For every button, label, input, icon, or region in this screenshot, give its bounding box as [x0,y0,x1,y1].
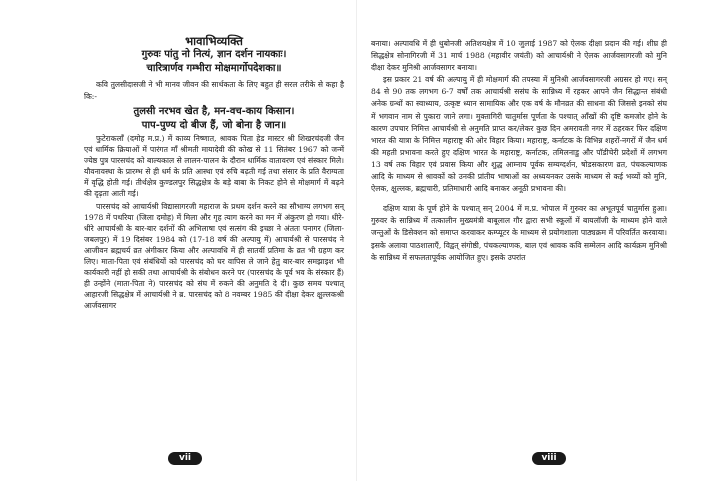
page-number-badge: viii [532,452,566,465]
invocation-line-1: गुरुवः पांतु नो नित्यं, ज्ञान दर्शन नायकाः। [141,49,287,60]
couplet-line-2: पाप-पुण्य दो बीज हैं, जो बोना है जान॥ [141,120,287,132]
left-page [0,0,356,481]
page-number-badge: vii [168,452,202,465]
paragraph: पारसचंद को आचार्यश्री विद्यासागरजी महाराज के प्रथम दर्शन करने का सौभाग्य लगभग सन् 1978 में पथरिया (जिला दमोह) में मिला और गृह त्याग करने का मन में अंकुरण हो गया। धीरे-धीरे आचार्यश्री के बार-बार दर्शनों की अभिलाषा एवं सत्संग की इच्छा ने अंततः पनागर (जिला-जबलपुर) में 19 दिसंबर 1984 को (17-18 वर्ष की अल्पायु में) आचार्यश्री से पारसचंद ने आजीवन ब्रह्मचर्य व्रत अंगीकार किया और अल्पावधि में ही सातवीं प्रतिमा के व्रत भी ग्रहण कर लिए। माता-पिता एवं संबंधियों को पारसचंद को घर वापिस ले जाने हेतु बार-बार समझाइश भी कार्यकारी नहीं हो सकी तथा आचार्यश्री के संबोधन करने पर (पारसचंद के पूर्व भव के संस्कार हैं) ही उन्होंने (माता-पिता ने) पारसचंद को संघ में रुकने की अनुमति दे दी। कुछ समय पश्चात् आहारजी सिद्धक्षेत्र में आचार्यश्री ने ब्र. पारसचंद को 8 नवम्बर 1985 की दीक्षा देकर क्षुल्लकश्री आर्जवसागर [84,202,344,311]
section-heading: भावाभिव्यक्ति [185,34,243,48]
paragraph: दक्षिण यात्रा के पूर्ण होने के पश्चात् सन् 2004 में म.प्र. भोपाल में गुरुवर का अभूतपूर्व चातुर्मास हुआ। गुरुवर के सान्निध्य में तत्कालीन मुख्यमंत्री बाबूलाल गौर द्वारा सभी स्कूलों में बायलॉजी के माध्यम होने वाले जन्तुओं के डिसेक्शन को समाप्त करवाकर कम्प्यूटर के माध्यम से प्रयोगशाला पाठ्यक्रम में परिवर्तित करवाया। इसके अलावा पाठशालाएँ, विद्वत् संगोष्ठी, पंचकल्याणक, बाल एवं श्रावक कवि सम्मेलन आदि कार्यक्रम मुनिश्री के सान्निध्य में सफलतापूर्वक आयोजित हुए। इसके उपरांत [371,204,667,262]
paragraph: इस प्रकार 21 वर्ष की अल्पायु में ही मोक्षमार्ग की तपस्या में मुनिश्री आर्जवसागरजी अग्रसर हो गए। सन् 84 से 90 तक लगभग 6-7 वर्षों तक आचार्यश्री ससंघ के सान्निध्य में रहकर आपने जैन सिद्धान्त संबंधी अनेक ग्रन्थों का स्वाध्याय, उत्कृष्ट ध्यान सामायिक और एक वर्ष के मौनव्रत की साधना की जिससे इनको संघ में भगवान नाम से पुकारा जाने लगा। मुक्तागिरी चातुर्मास पूर्णता के पश्चात् आँखों की दृष्टि कमजोर होने के कारण उपचार निमित्त आचार्यश्री से अनुमति प्राप्त कर/लेकर कुछ दिन अमरावती नगर में ठहरकर फिर दक्षिण भारत की यात्रा के निमित्त महाराष्ट्र की ओर विहार किया। महाराष्ट्र, कर्नाटक के विभिन्न शहरों-नगरों में जैन धर्म की महती प्रभावना करते हुए दक्षिण भारत के महाराष्ट्र, कर्नाटक, तमिलनाडु और पॉडीचेरी प्रदेशों में लगभग 13 वर्ष तक विहार एवं प्रवास किया और शुद्ध आम्नाय पूर्वक सम्यग्दर्शन, षोडसकारण व्रत, पंचकल्याणक आदि के माध्यम से श्रावकों को उनकी प्रांतीय भाषाओं का अध्ययनकर उसके माध्यम से कई भव्यों को मुनि, ऐलक, क्षुल्लक, ब्रह्मचारी, प्रतिमाधारी आदि बनाकर अनूठी प्रभावना की। [371,75,667,194]
paragraph: फुटेराकलाँ (दमोह म.प्र.) में काव्य निष्णात, श्रावक पिता हेड मास्टर श्री शिखरचंदजी जैन एवं धार्मिक क्रियाओं में पारंगत माँ श्रीमती मायादेवी की कोख से 11 सितंबर 1967 को जन्में ज्येष्ठ पुत्र पारसचंद को बाल्यकाल से लालन-पालन के दौरान धार्मिक वातावरण एवं संस्कार मिले। यौवनावस्था के प्रारम्भ से ही धर्म के प्रति आस्था एवं रुचि बढ़ती गई तथा संसार के प्रति वैराग्यता में वृद्धि होती गई। तीर्थक्षेत्र कुण्डलपुर सिद्धक्षेत्र के बड़े बाबा के निकट होने से मोक्षमार्ग में बढ़ने की दृढ़ता आती गई। [84,134,344,199]
couplet-line-1: तुलसी नरभव खेत है, मन-वच-काय किसान। [133,106,295,118]
right-page [357,0,713,481]
intro-paragraph: कवि तुलसीदासजी ने भी मानव जीवन की सार्थकता के लिए बहुत ही सरल तरीके से कहा है कि:- [84,80,344,102]
paragraph: बनाया। अल्पावधि में ही थुबोनजी अतिशयक्षेत्र में 10 जुलाई 1987 को ऐलक दीक्षा प्रदान की गई। शीघ्र ही सिद्धक्षेत्र सोनागिरजी में 31 मार्च 1988 (महावीर जयंती) को आचार्यश्री ने ऐलक आर्जवसागरजी को मुनि दीक्षा देकर मुनिश्री आर्जवसागर बनाया। [371,39,667,73]
invocation-line-2: चारित्रार्णव गम्भीरा मोक्षमार्गोपदेशका॥ [146,63,282,74]
